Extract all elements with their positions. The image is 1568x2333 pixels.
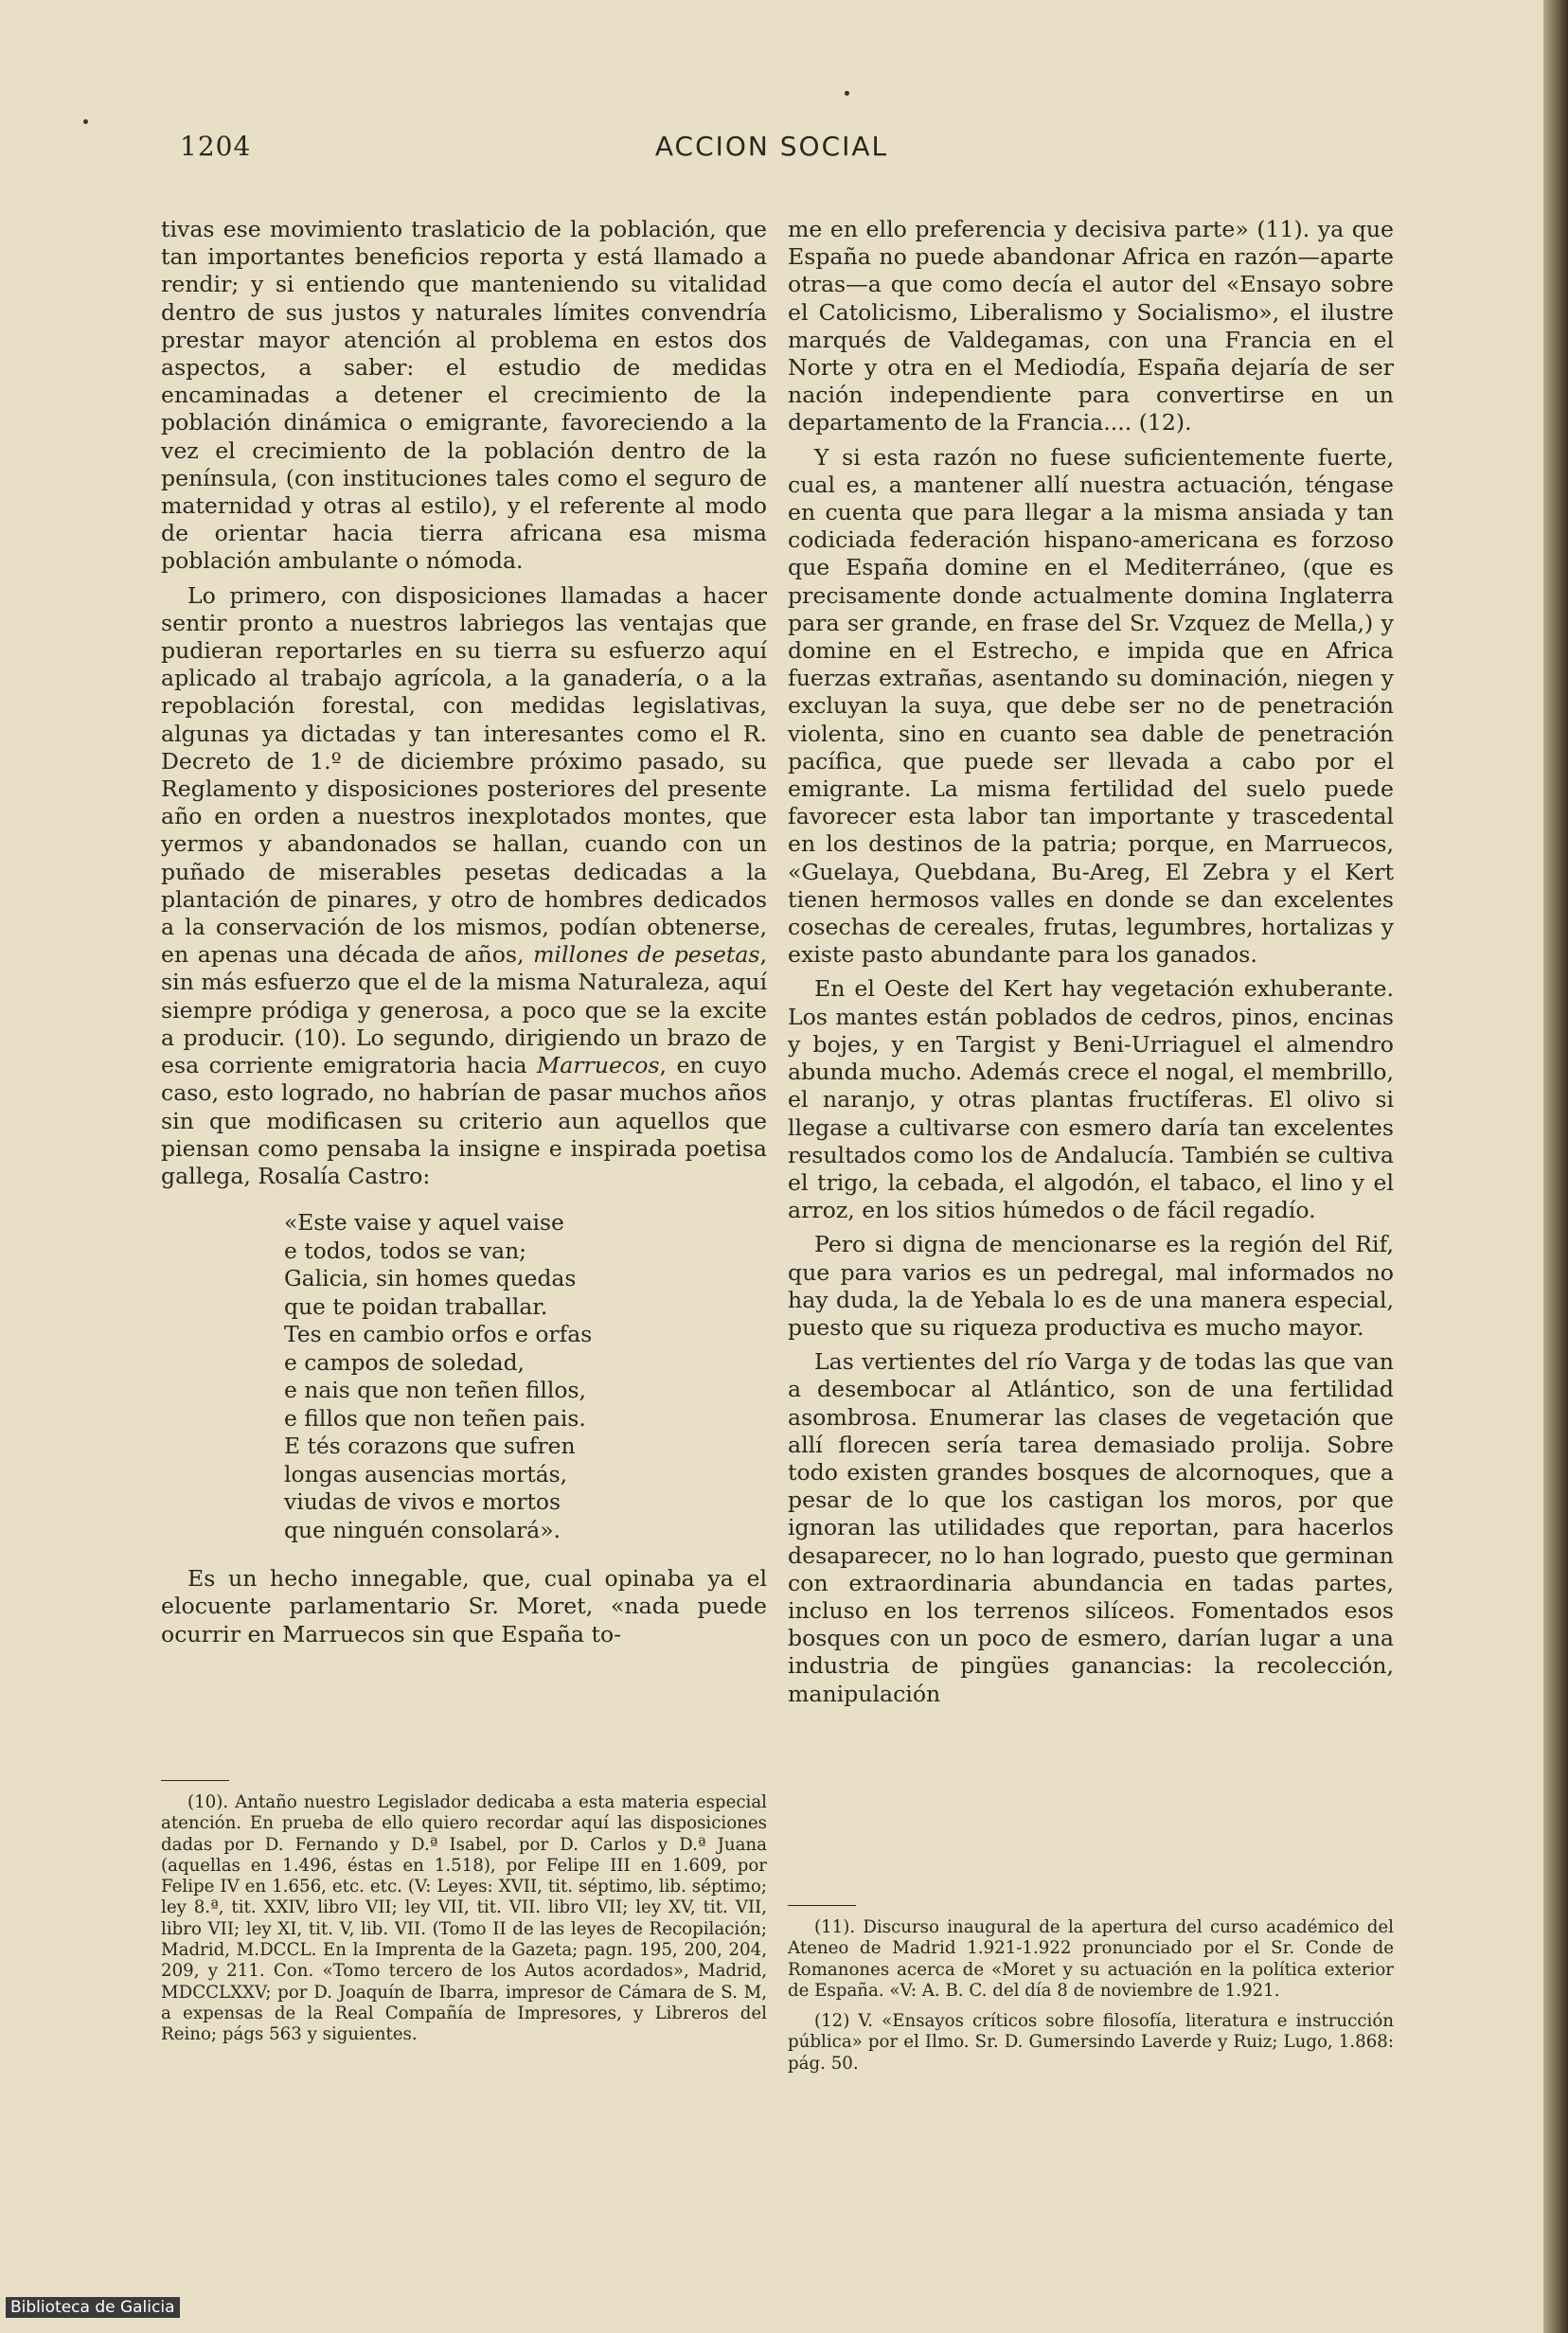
page-edge [1543, 0, 1568, 2333]
poem-line: viudas de vivos e mortos [284, 1488, 561, 1516]
poem-line: longas ausencias mortás, [284, 1460, 568, 1487]
paragraph: me en ello preferencia y decisiva parte» (11). ya que España no puede abandonar Africa en razón—aparte otras—a que como decía el autor del «Ensayo sobre el Catolicismo, Liberalismo y Socialismo», el ilustre marqués de Valdegamas, con una Francia en el Norte y otra en el Mediodía, España dejaría de ser nación independiente para convertirse en un departamento de la Francia.... (12). [788, 216, 1394, 436]
footnote-rule [161, 1780, 229, 1781]
poem-line: Galicia, sin homes quedas [284, 1265, 577, 1292]
footnotes-right [788, 1905, 1394, 2084]
paragraph: Las vertientes del río Varga y de todas las que van a desembocar al Atlántico, son de una fertilidad asombrosa. Enumerar las clases de vegetación que allí florecen sería tarea demasiado prolija. Sobre todo existen grandes bosques de alcornoques, que a pesar de lo que los castigan los moros, por que ignoran las utilidades que reportan, para hacerlos desaparecer, no lo han logrado, puesto que germinan con extraordinaria abundancia en tadas partes, incluso en los terrenos silíceos. Fomentados esos bosques con un poco de esmero, darían lugar a una industria de pingües ganancias: la recolección, manipulación [788, 1348, 1394, 1707]
paragraph [161, 582, 767, 1190]
poem-line: e fillos que non teñen pais. [284, 1404, 586, 1432]
text-run: Lo primero, con disposiciones llamadas a hacer sentir pronto a nuestros labriegos las ventajas que pudieran reportarles en su tierra su esfuerzo aquí aplicado al trabajo agrícola, a la ganadería, o a la repoblación forestal, con medidas legislativas, algunas ya dictadas y tan interesantes como el R. Decreto de 1.º de diciembre próximo pasado, su Reglamento y disposiciones posteriores del presente año en orden a nuestros inexplotados montes, que yermos y abandonados se hallan, cuando con un puñado de miserables pesetas dedicadas a la plantación de pinares, y otro de hombres dedicados a la conservación de los mismos, podían obtenerse, en apenas una década de años, [161, 581, 767, 969]
paragraph: Pero si digna de mencionarse es la región del Rif, que para varios es un pedregal, mal informados no hay duda, la de Yebala lo es de una manera especial, puesto que su riqueza productiva es mucho mayor. [788, 1231, 1394, 1341]
italic-text: Marruecos [537, 1052, 660, 1079]
poem-line: E tés corazons que sufren [284, 1433, 576, 1460]
paragraph: Y si esta razón no fuese suficientemente fuerte, cual es, a mantener allí nuestra actuación, téngase en cuenta que para llegar a la misma ansiada y tan codiciada federación hispano-americana es forzoso que España domine en el Mediterráneo, (que es precisamente donde actualmente domina Inglaterra para ser grande, en frase del Sr. Vzquez de Mella,) y domine en el Estrecho, e impida que en Africa fuerzas extrañas, asentando su dominación, niegen y excluyan la suya, que debe ser no de penetración violenta, sino en cuanto sea dable de penetración pacífica, que puede ser llevada a cabo por el emigrante. La misma fertilidad del suelo puede favorecer esta labor tan importante y trascedental en los destinos de la patria; porque, en Marruecos, «Guelaya, Quebdana, Bu-Areg, El Zebra y el Kert tienen hermosos valles en donde se dan excelentes cosechas de cereales, frutas, legumbres, hortalizas y existe pasto abundante para los ganados. [788, 443, 1394, 969]
paragraph: En el Oeste del Kert hay vegetación exhuberante. Los mantes están poblados de cedros, pinos, encinas y bojes, y en Targist y Beni-Urriaguel el almendro abunda mucho. Además crece el nogal, el membrillo, el naranjo, y otras plantas fructíferas. El olivo si llegase a cultivarse con esmero daría tan excelentes resultados como los de Andalucía. También se cultiva el trigo, la cebada, el algodón, el tabaco, el lino y el arroz, en los sitios húmedos o de fácil regadío. [788, 975, 1394, 1224]
running-head: ACCION SOCIAL [654, 131, 889, 162]
footnote-10: (10). Antaño nuestro Legislador dedicaba a esta materia especial atención. En prueba de ello quiero recordar aquí las disposiciones dadas por D. Fernando y D.ª Isabel, por D. Carlos y D.ª Juana (aquellas en 1.496, éstas en 1.518), por Felipe III en 1.609, por Felipe IV en 1.656, etc. etc. (V: Leyes: XVII, tit. séptimo, lib. séptimo; ley 8.ª, tit. XXIV, libro VII; ley VII, tit. VII. libro VII; ley XV, tit. VII, libro VII; ley XI, tit. V, lib. VII. (Tomo II de las leyes de Recopilación; Madrid, M.DCCL. En la Imprenta de la Gazeta; pagn. 195, 200, 204, 209, y 211. Con. «Tomo tercero de los Autos acordados», Madrid, MDCCLXXV; por D. Joaquín de Ibarra, impresor de Cámara de S. M, a expensas de la Real Compañía de Impresores, y Libreros del Reino; págs 563 y siguientes. [161, 1792, 767, 2045]
paragraph: Es un hecho innegable, que, cual opinaba ya el elocuente parlamentario Sr. Moret, «nada puede ocurrir en Marruecos sin que España to- [161, 1565, 767, 1647]
paragraph: tivas ese movimiento traslaticio de la población, que tan importantes beneficios reporta y está llamado a rendir; y si entiendo que manteniendo su vitalidad dentro de sus justos y naturales límites convendría prestar mayor atención al problema en estos dos aspectos, a saber: el estudio de medidas encaminadas a detener el crecimiento de la población dinámica o emigrante, favoreciendo a la vez el crecimiento de la población dentro de la península, (con instituciones tales como el seguro de maternidad y otras al estilo), y el referente al modo de orientar hacia tierra africana esa misma población ambulante o nómoda. [161, 216, 767, 575]
library-credit: Biblioteca de Galicia [6, 2297, 180, 2318]
poem-line: e nais que non teñen fillos, [284, 1377, 586, 1404]
text-run: , sin más esfuerzo que el de la misma Naturaleza, aquí siempre pródiga y generosa, a poco que se la excite a producir. (10). Lo segundo, dirigiendo un brazo de esa corriente emigratoria hacia [161, 941, 767, 1079]
page-speck [845, 91, 849, 96]
poem-line: que te poidan traballar. [284, 1292, 548, 1320]
poem-line: e campos de soledad, [284, 1348, 525, 1376]
poem-line: que ninguén consolará». [284, 1516, 561, 1543]
poem-line: e todos, todos se van; [284, 1237, 527, 1264]
footnote-rule [788, 1905, 856, 1906]
right-column [788, 216, 1394, 1715]
italic-text: millones de pesetas [533, 941, 760, 969]
footnote-12: (12) V. «Ensayos críticos sobre filosofía, literatura e instrucción pública» por el Ilmo. Sr. D. Gumersindo Laverde y Ruiz; Lugo, 1.868: pág. 50. [788, 2011, 1394, 2074]
left-column [161, 216, 767, 1655]
poem-line: Tes en cambio orfos e orfas [284, 1321, 593, 1348]
page-number: 1204 [180, 131, 252, 162]
page-speck [83, 119, 88, 124]
footnote-11: (11). Discurso inaugural de la apertura del curso académico del Ateneo de Madrid 1.921-1.922 pronunciado por el Sr. Conde de Romanones acerca de «Moret y su actuación en la política exterior de España. «V: A. B. C. del día 8 de noviembre de 1.921. [788, 1917, 1394, 2001]
poem-line: «Este vaise y aquel vaise [284, 1209, 564, 1237]
poem [284, 1209, 767, 1544]
footnotes-left [161, 1780, 767, 2056]
text-run: , en cuyo caso, esto logrado, no habrían de pasar muchos años sin que modificasen su criterio aun aquellos que piensan como pensaba la insigne e inspirada poetisa gallega, Rosalía Castro: [161, 1052, 768, 1189]
